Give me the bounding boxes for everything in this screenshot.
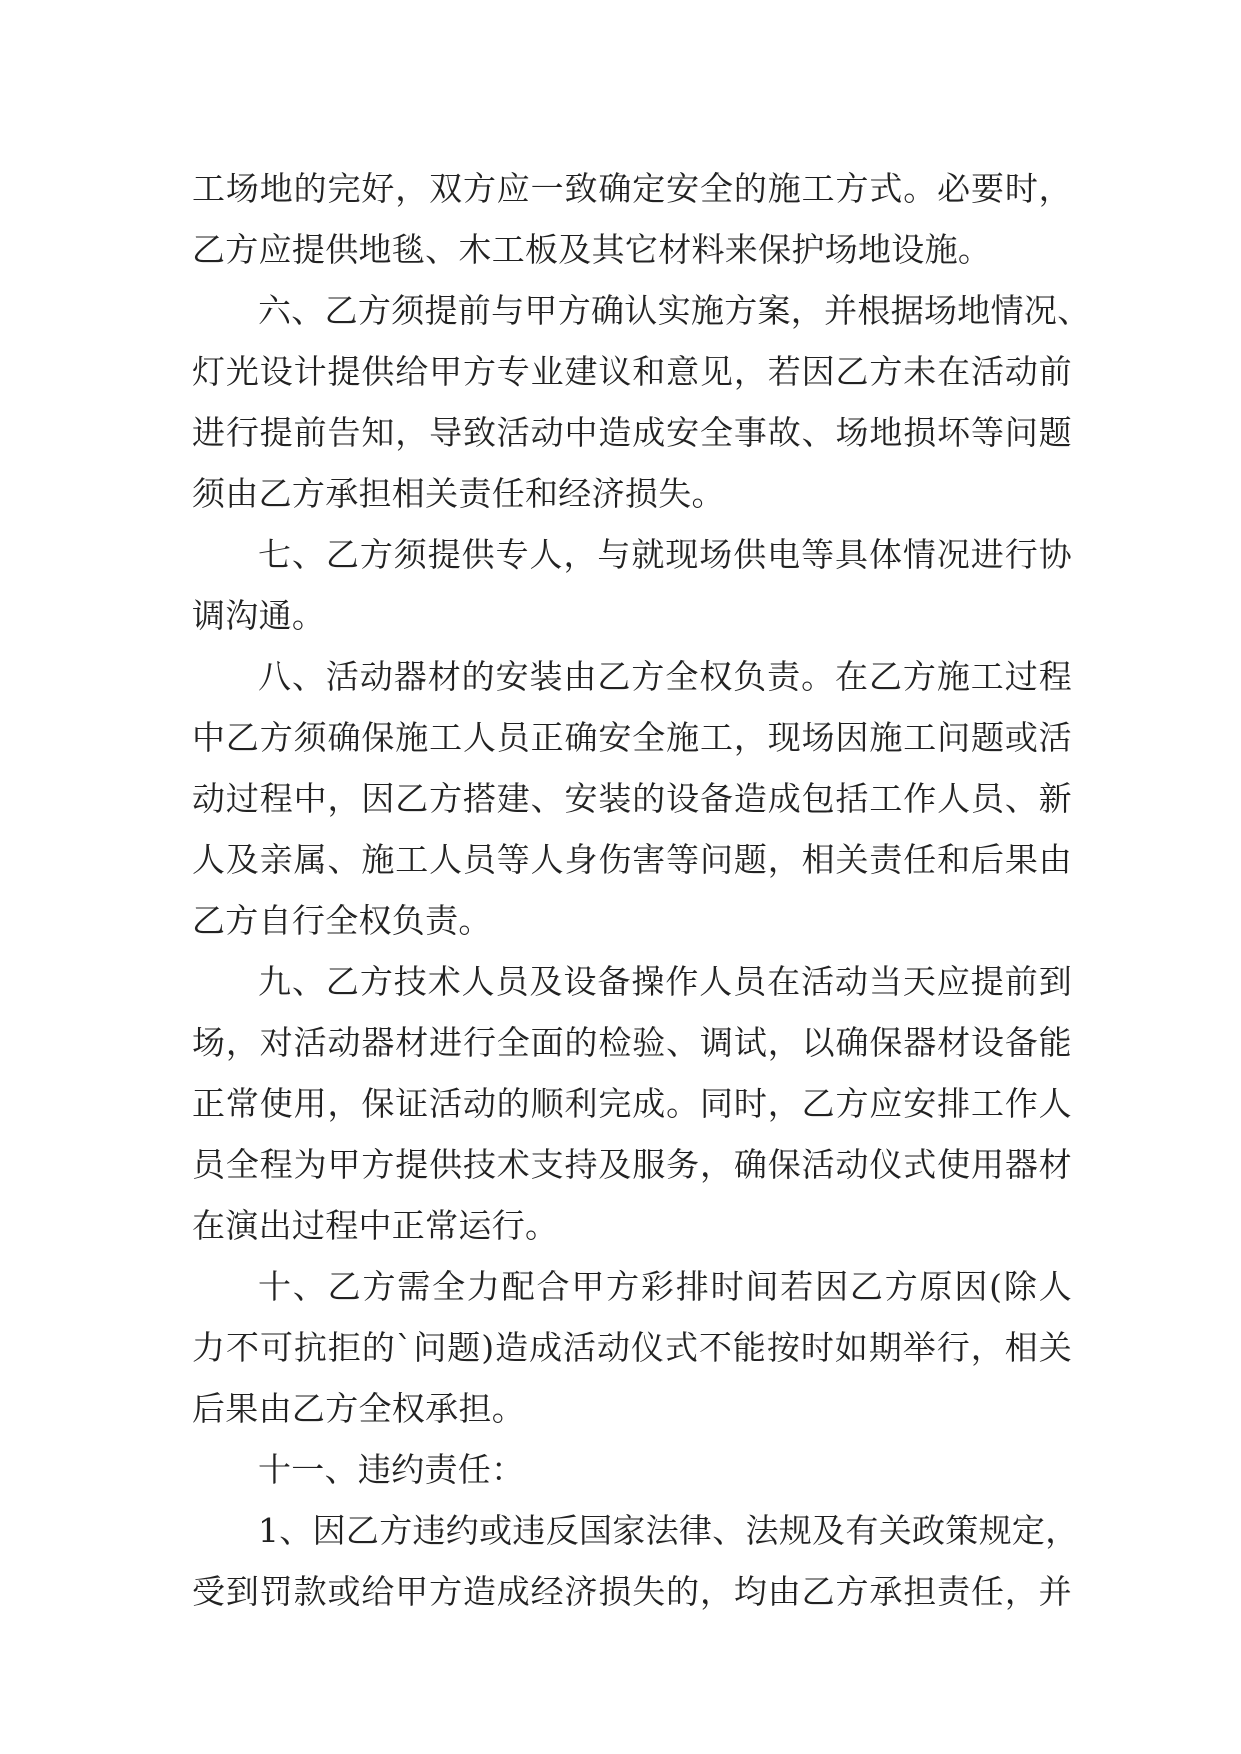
text-line: 正常使用，保证活动的顺利完成。同时，乙方应安排工作人	[192, 1084, 1072, 1123]
document-body	[192, 158, 1091, 1622]
text-line: 人及亲属、施工人员等人身伤害等问题，相关责任和后果由	[192, 840, 1072, 879]
text-line: 九、乙方技术人员及设备操作人员在活动当天应提前到	[258, 962, 1072, 1001]
text-line: 七、乙方须提供专人，与就现场供电等具体情况进行协	[258, 535, 1072, 574]
text-line: 灯光设计提供给甲方专业建议和意见，若因乙方未在活动前	[192, 352, 1072, 391]
text-line: 八、活动器材的安装由乙方全权负责。在乙方施工过程	[258, 657, 1072, 696]
text-line: 调沟通。	[192, 596, 326, 635]
text-line: 员全程为甲方提供技术支持及服务，确保活动仪式使用器材	[192, 1145, 1072, 1184]
text-line: 工场地的完好，双方应一致确定安全的施工方式。必要时，	[192, 169, 1072, 208]
text-line: 乙方应提供地毯、木工板及其它材料来保护场地设施。	[192, 230, 992, 269]
text-line: 中乙方须确保施工人员正确安全施工，现场因施工问题或活	[192, 718, 1072, 757]
text-line: 乙方自行全权负责。	[192, 901, 492, 940]
text-line: 十一、违约责任：	[258, 1450, 525, 1489]
text-line: 动过程中，因乙方搭建、安装的设备造成包括工作人员、新	[192, 779, 1072, 818]
text-line: 场，对活动器材进行全面的检验、调试，以确保器材设备能	[192, 1023, 1072, 1062]
text-line: 受到罚款或给甲方造成经济损失的，均由乙方承担责任，并	[192, 1572, 1072, 1611]
text-line: 进行提前告知，导致活动中造成安全事故、场地损坏等问题	[192, 413, 1072, 452]
text-line: 在演出过程中正常运行。	[192, 1206, 559, 1245]
text-line: 力不可抗拒的`问题)造成活动仪式不能按时如期举行，相关	[192, 1328, 1072, 1367]
text-line: 1、因乙方违约或违反国家法律、法规及有关政策规定，	[258, 1511, 1079, 1550]
text-line: 六、乙方须提前与甲方确认实施方案，并根据场地情况、	[258, 291, 1091, 330]
text-line: 须由乙方承担相关责任和经济损失。	[192, 474, 725, 513]
text-line: 十、乙方需全力配合甲方彩排时间若因乙方原因(除人	[258, 1267, 1072, 1306]
text-line: 后果由乙方全权承担。	[192, 1389, 525, 1428]
